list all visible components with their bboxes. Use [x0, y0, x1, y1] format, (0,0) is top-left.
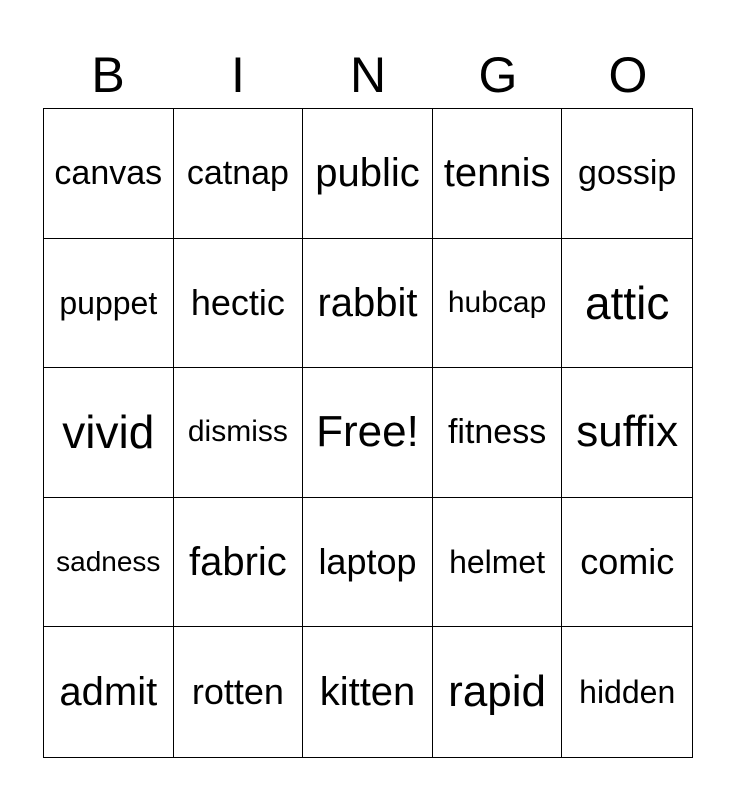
bingo-cell[interactable]: hidden [579, 674, 676, 711]
bingo-cell[interactable]: attic [562, 239, 692, 369]
bingo-cell[interactable]: rotten [174, 627, 304, 757]
bingo-cell[interactable]: sadness [44, 498, 174, 628]
bingo-cell[interactable]: hectic [174, 239, 304, 369]
header-letter-o: O [608, 47, 648, 103]
bingo-header [43, 42, 693, 108]
bingo-cell[interactable]: kitten [303, 627, 433, 757]
header-letter-b: B [91, 47, 125, 103]
bingo-cell[interactable]: fitness [433, 368, 563, 498]
bingo-cell[interactable]: helmet [433, 498, 563, 628]
bingo-cell[interactable]: public [303, 109, 433, 239]
header-letter-n: N [349, 47, 387, 103]
bingo-cell[interactable]: catnap [174, 109, 304, 239]
bingo-cell[interactable]: admit [44, 627, 174, 757]
bingo-cell[interactable]: gossip [562, 109, 692, 239]
bingo-board [43, 108, 693, 758]
free-space-cell[interactable]: Free! [303, 368, 433, 498]
bingo-cell[interactable]: dismiss [174, 368, 304, 498]
bingo-cell[interactable]: puppet [44, 239, 174, 369]
bingo-cell[interactable]: hubcap [433, 239, 563, 369]
bingo-cell[interactable]: fabric [174, 498, 304, 628]
bingo-cell[interactable]: vivid [44, 368, 174, 498]
header-letter-i: I [231, 47, 245, 103]
bingo-cell[interactable]: canvas [44, 109, 174, 239]
bingo-cell[interactable]: suffix [562, 368, 692, 498]
bingo-cell[interactable]: laptop [303, 498, 433, 628]
bingo-cell[interactable]: tennis [433, 109, 563, 239]
bingo-cell[interactable]: rapid [433, 627, 563, 757]
header-letter-g: G [478, 47, 518, 103]
bingo-cell[interactable]: comic [562, 498, 692, 628]
bingo-cell[interactable]: rabbit [303, 239, 433, 369]
